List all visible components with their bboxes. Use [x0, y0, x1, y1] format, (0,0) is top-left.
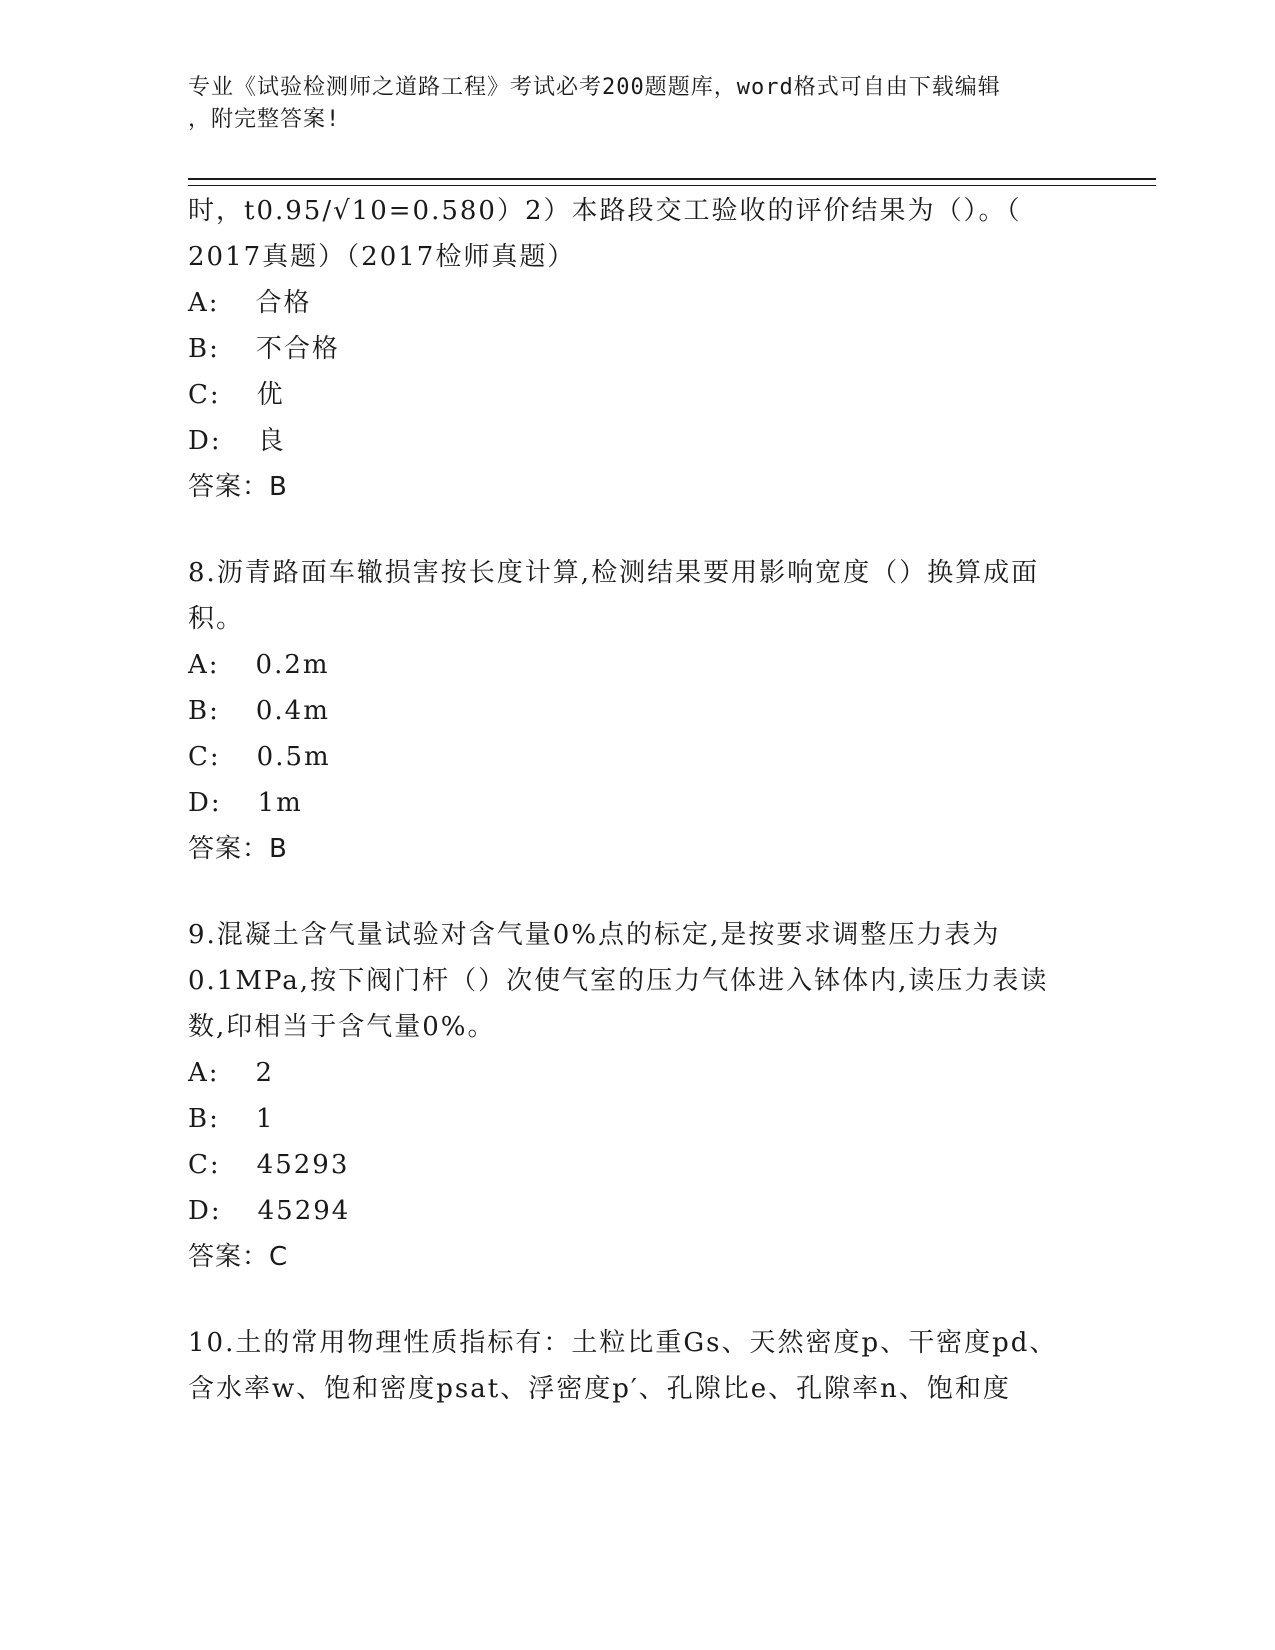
option-c	[188, 734, 1088, 780]
option-letter: C:	[188, 742, 221, 772]
option-text: 0.4m	[255, 696, 330, 726]
option-d	[188, 780, 1088, 826]
option-a	[188, 280, 1088, 326]
question-block	[188, 188, 1088, 510]
option-letter: D:	[188, 426, 222, 456]
question-text-line: 9.混凝土含气量试验对含气量0%点的标定,是按要求调整压力表为	[188, 920, 1001, 950]
question-text-line: 10.土的常用物理性质指标有：土粒比重Gs、天然密度p、干密度pd、	[188, 1328, 1058, 1358]
answer-line: 答案：B	[188, 834, 288, 864]
header-divider	[188, 178, 1156, 180]
question-text-line: 8.沥青路面车辙损害按长度计算,检测结果要用影响宽度（）换算成面	[188, 558, 1040, 588]
option-b	[188, 688, 1088, 734]
header-divider-thin	[188, 185, 1156, 186]
question-list	[188, 188, 1088, 1412]
option-a	[188, 642, 1088, 688]
option-letter: D:	[188, 1196, 222, 1226]
question-block	[188, 1320, 1088, 1412]
question-block	[188, 912, 1088, 1280]
option-text: 不合格	[255, 334, 340, 364]
option-text: 良	[257, 426, 286, 456]
question-text-line: 时，t0.95/√10=0.580）2）本路段交工验收的评价结果为（）。（	[188, 196, 1022, 226]
option-text: 合格	[255, 288, 312, 318]
option-text: 1	[255, 1104, 275, 1134]
option-b	[188, 326, 1088, 372]
option-d	[188, 418, 1088, 464]
option-letter: A:	[188, 288, 220, 318]
option-letter: C:	[188, 1150, 221, 1180]
document-header	[188, 72, 1068, 136]
question-block	[188, 550, 1088, 872]
question-text-line: 含水率w、饱和密度psat、浮密度p′、孔隙比e、孔隙率n、饱和度	[188, 1374, 1011, 1404]
question-text-line: 0.1MPa,按下阀门杆（）次使气室的压力气体进入钵体内,读压力表读	[188, 966, 1049, 996]
header-line-2: ，附完整答案!	[188, 107, 341, 132]
question-text-line: 数,印相当于含气量0%。	[188, 1012, 496, 1042]
header-line-1: 专业《试验检测师之道路工程》考试必考200题题库，word格式可自由下载编辑	[188, 75, 1001, 100]
option-text: 0.5m	[256, 742, 331, 772]
option-a	[188, 1050, 1088, 1096]
option-text: 1m	[257, 788, 303, 818]
option-text: 优	[256, 380, 285, 410]
option-text: 0.2m	[255, 650, 330, 680]
option-letter: B:	[188, 696, 220, 726]
option-letter: A:	[188, 650, 220, 680]
option-letter: B:	[188, 334, 220, 364]
option-text: 2	[255, 1058, 275, 1088]
option-letter: A:	[188, 1058, 220, 1088]
option-letter: C:	[188, 380, 221, 410]
answer-line: 答案：B	[188, 472, 288, 502]
option-d	[188, 1188, 1088, 1234]
option-text: 45294	[257, 1196, 351, 1226]
option-letter: B:	[188, 1104, 220, 1134]
question-text-line: 2017真题）（2017检师真题）	[188, 242, 576, 272]
option-c	[188, 1142, 1088, 1188]
option-letter: D:	[188, 788, 222, 818]
option-c	[188, 372, 1088, 418]
answer-line: 答案：C	[188, 1242, 289, 1272]
option-b	[188, 1096, 1088, 1142]
question-text-line: 积。	[188, 604, 245, 634]
option-text: 45293	[256, 1150, 350, 1180]
